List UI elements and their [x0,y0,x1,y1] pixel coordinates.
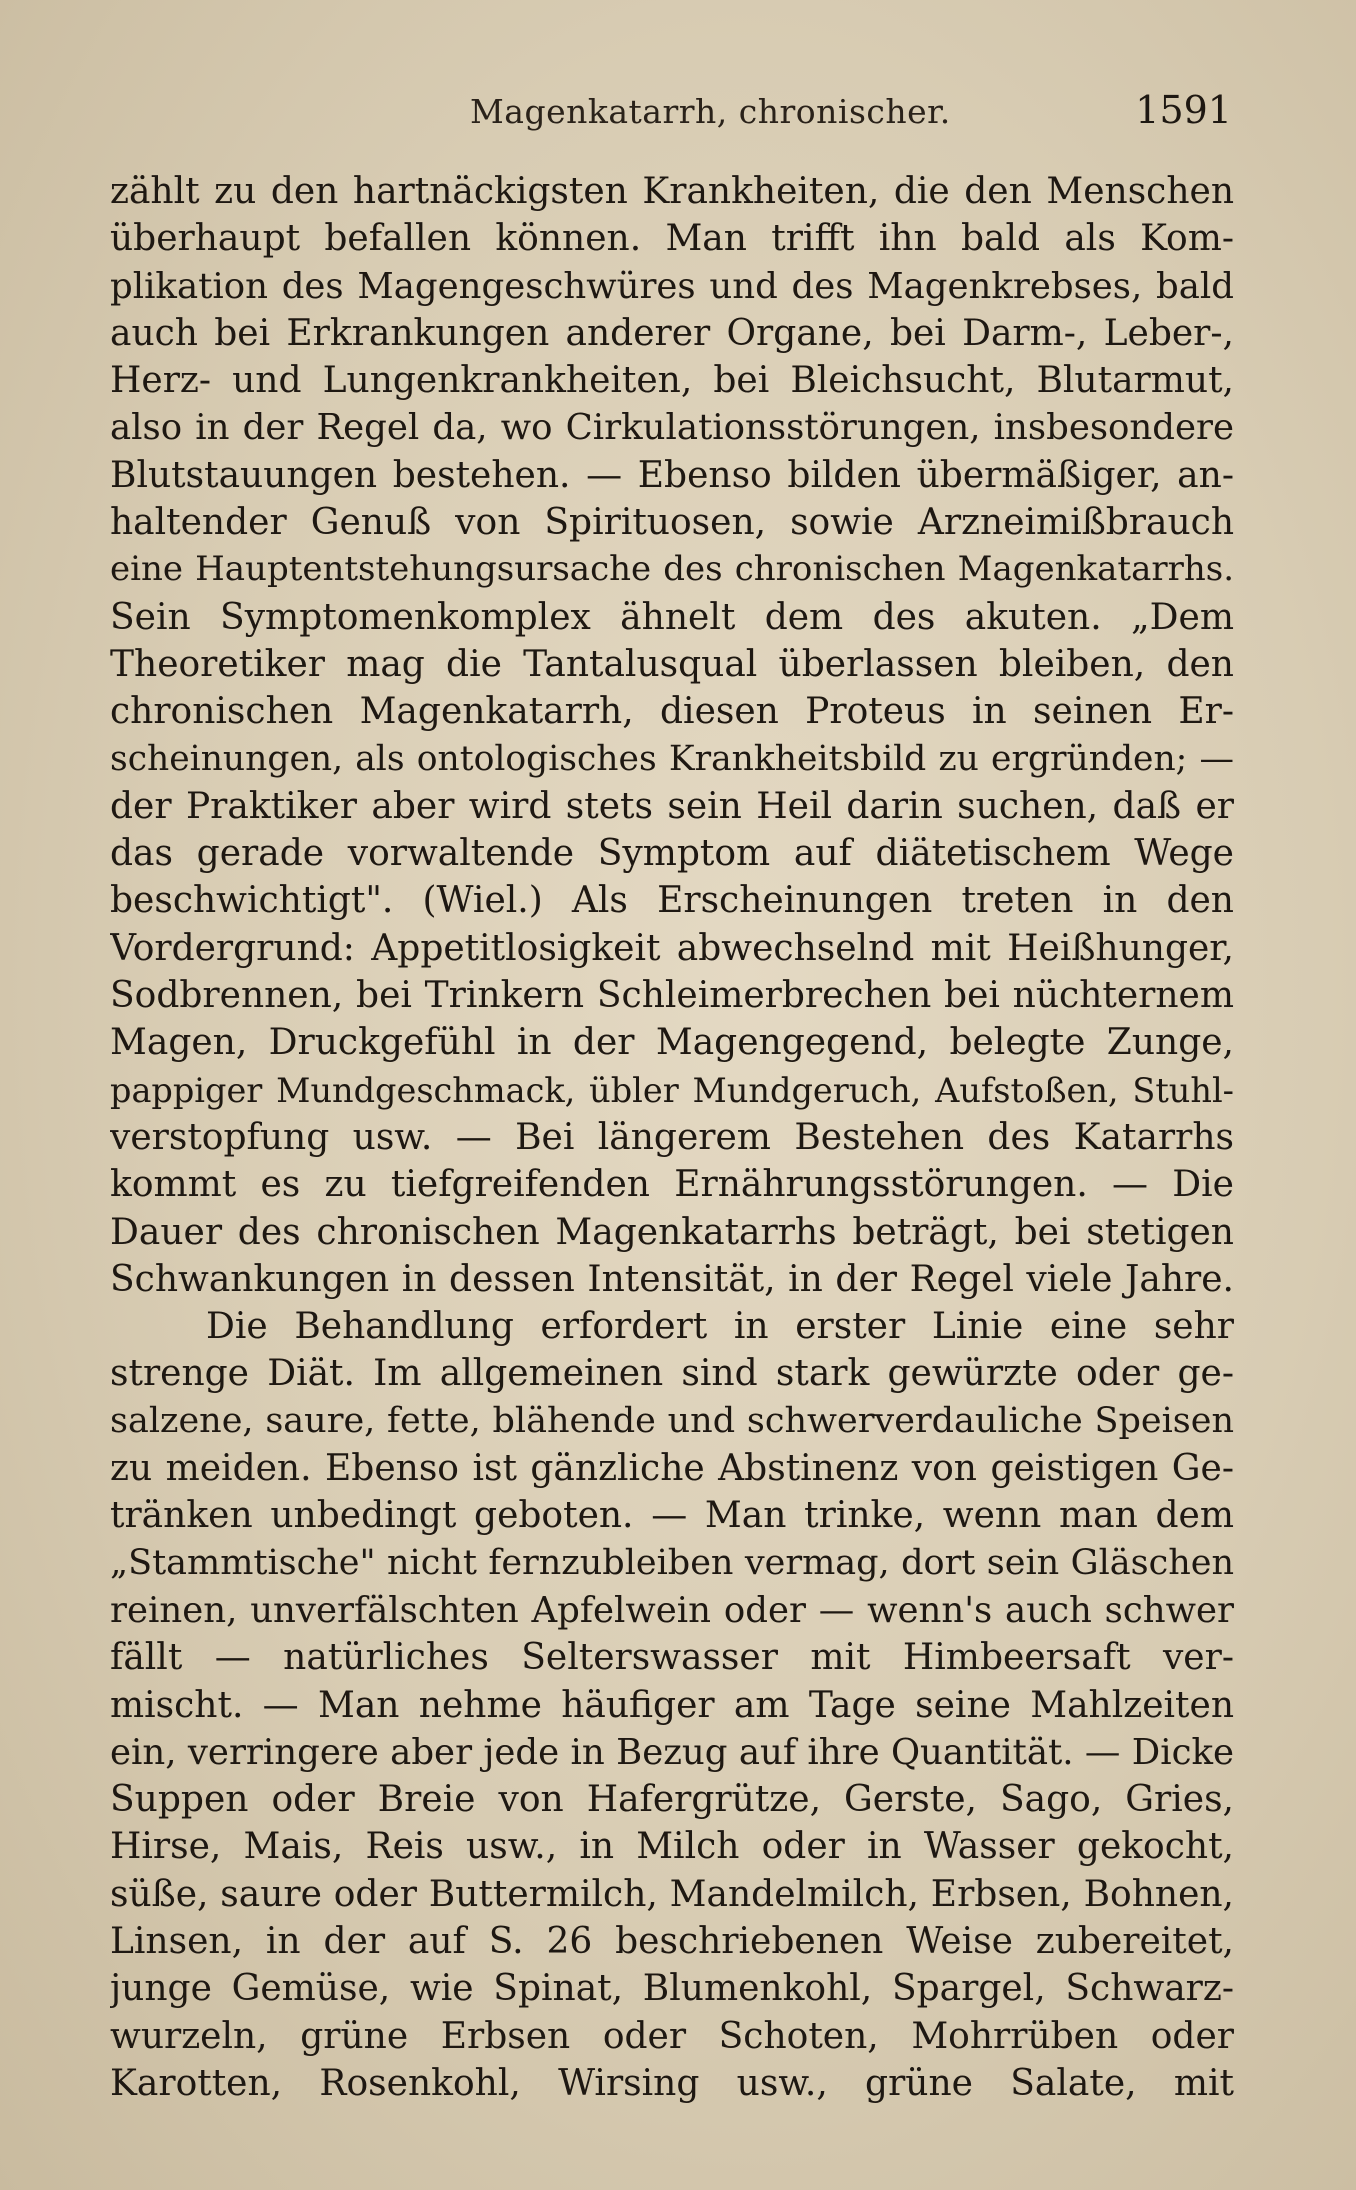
text-line: Sodbrennen, bei Trinkern Schleimerbrechen bei nüchternem [110,975,1234,1017]
text-line: plikation des Magengeschwüres und des Magenkrebses, bald [110,265,1234,307]
text-line: eine Hauptentstehungsursache des chronischen Magenkatarrhs. [110,549,1234,590]
text-line: haltender Genuß von Spirituosen, sowie Arzneimißbrauch [110,502,1234,544]
text-line: überhaupt befallen können. Man trifft ihn bald als Kom- [110,218,1234,260]
text-line: ein, verringere aber jede in Bezug auf ihre Quantität. — Dicke [110,1731,1234,1773]
text-line: Hirse, Mais, Reis usw., in Milch oder in Wasser gekocht, [110,1826,1234,1868]
text-line: verstopfung usw. — Bei längerem Bestehen des Katarrhs [110,1116,1234,1158]
text-line: mischt. — Man nehme häufiger am Tage seine Mahlzeiten [110,1684,1234,1726]
text-line: Linsen, in der auf S. 26 beschriebenen Weise zubereitet, [110,1920,1234,1962]
text-line: fällt — natürliches Selterswasser mit Himbeersaft ver- [110,1637,1234,1679]
text-line: Blutstauungen bestehen. — Ebenso bilden übermäßiger, an- [110,454,1234,496]
text-line: Karotten, Rosenkohl, Wirsing usw., grüne Salate, mit [110,2062,1234,2104]
page-number: 1591 [1135,88,1232,132]
text-line: der Praktiker aber wird stets sein Heil darin suchen, daß er [110,785,1234,827]
text-line: wurzeln, grüne Erbsen oder Schoten, Mohrrüben oder [110,2015,1234,2057]
text-line: Vordergrund: Appetitlosigkeit abwechselnd mit Heißhunger, [110,927,1234,969]
text-line: süße, saure oder Buttermilch, Mandelmilch, Erbsen, Bohnen, [110,1873,1234,1915]
text-line: junge Gemüse, wie Spinat, Blumenkohl, Spargel, Schwarz- [110,1968,1234,2010]
text-line: Dauer des chronischen Magenkatarrhs beträgt, bei stetigen [110,1211,1234,1253]
text-line: Sein Symptomenkomplex ähnelt dem des akuten. „Dem [110,596,1234,638]
text-line: pappiger Mundgeschmack, übler Mundgeruch, Aufstoßen, Stuhl- [110,1070,1234,1110]
paragraph-first-line: Die Behandlung erfordert in erster Linie eine sehr [206,1306,1234,1348]
text-line: beschwichtigt". (Wiel.) Als Erscheinungen treten in den [110,880,1234,922]
text-line: zu meiden. Ebenso ist gänzliche Abstinenz von geistigen Ge- [110,1448,1234,1490]
text-line: chronischen Magenkatarrh, diesen Proteus in seinen Er- [110,691,1234,733]
text-line: „Stammtische" nicht fernzubleiben vermag, dort sein Gläschen [110,1542,1234,1583]
text-line: Magen, Druckgefühl in der Magengegend, belegte Zunge, [110,1022,1234,1064]
text-line: zählt zu den hartnäckigsten Krankheiten, die den Menschen [110,171,1234,212]
text-line: das gerade vorwaltende Symptom auf diätetischem Wege [110,833,1234,875]
running-title: Magenkatarrh, chronischer. [470,92,951,131]
text-line: auch bei Erkrankungen anderer Organe, bei Darm-, Leber-, [110,312,1234,354]
text-line: scheinungen, als ontologisches Krankheitsbild zu ergründen; — [110,738,1234,779]
text-line: Suppen oder Breie von Hafergrütze, Gerste, Sago, Gries, [110,1779,1234,1821]
text-line: also in der Regel da, wo Cirkulationsstörungen, insbesondere [110,407,1234,449]
text-line: Theoretiker mag die Tantalusqual überlassen bleiben, den [110,643,1234,685]
text-line: salzene, saure, fette, blähende und schwerverdauliche Speisen [110,1400,1234,1441]
text-line: strenge Diät. Im allgemeinen sind stark gewürzte oder ge- [110,1353,1234,1395]
text-line: reinen, unverfälschten Apfelwein oder — wenn's auch schwer [110,1589,1234,1631]
text-line: tränken unbedingt geboten. — Man trinke, wenn man dem [110,1495,1234,1537]
text-line: Herz- und Lungenkrankheiten, bei Bleichsucht, Blutarmut, [110,360,1234,402]
text-line: Schwankungen in dessen Intensität, in der Regel viele Jahre. [110,1258,1234,1300]
text-line: kommt es zu tiefgreifenden Ernährungsstörungen. — Die [110,1164,1234,1206]
body-text [110,168,1234,2107]
